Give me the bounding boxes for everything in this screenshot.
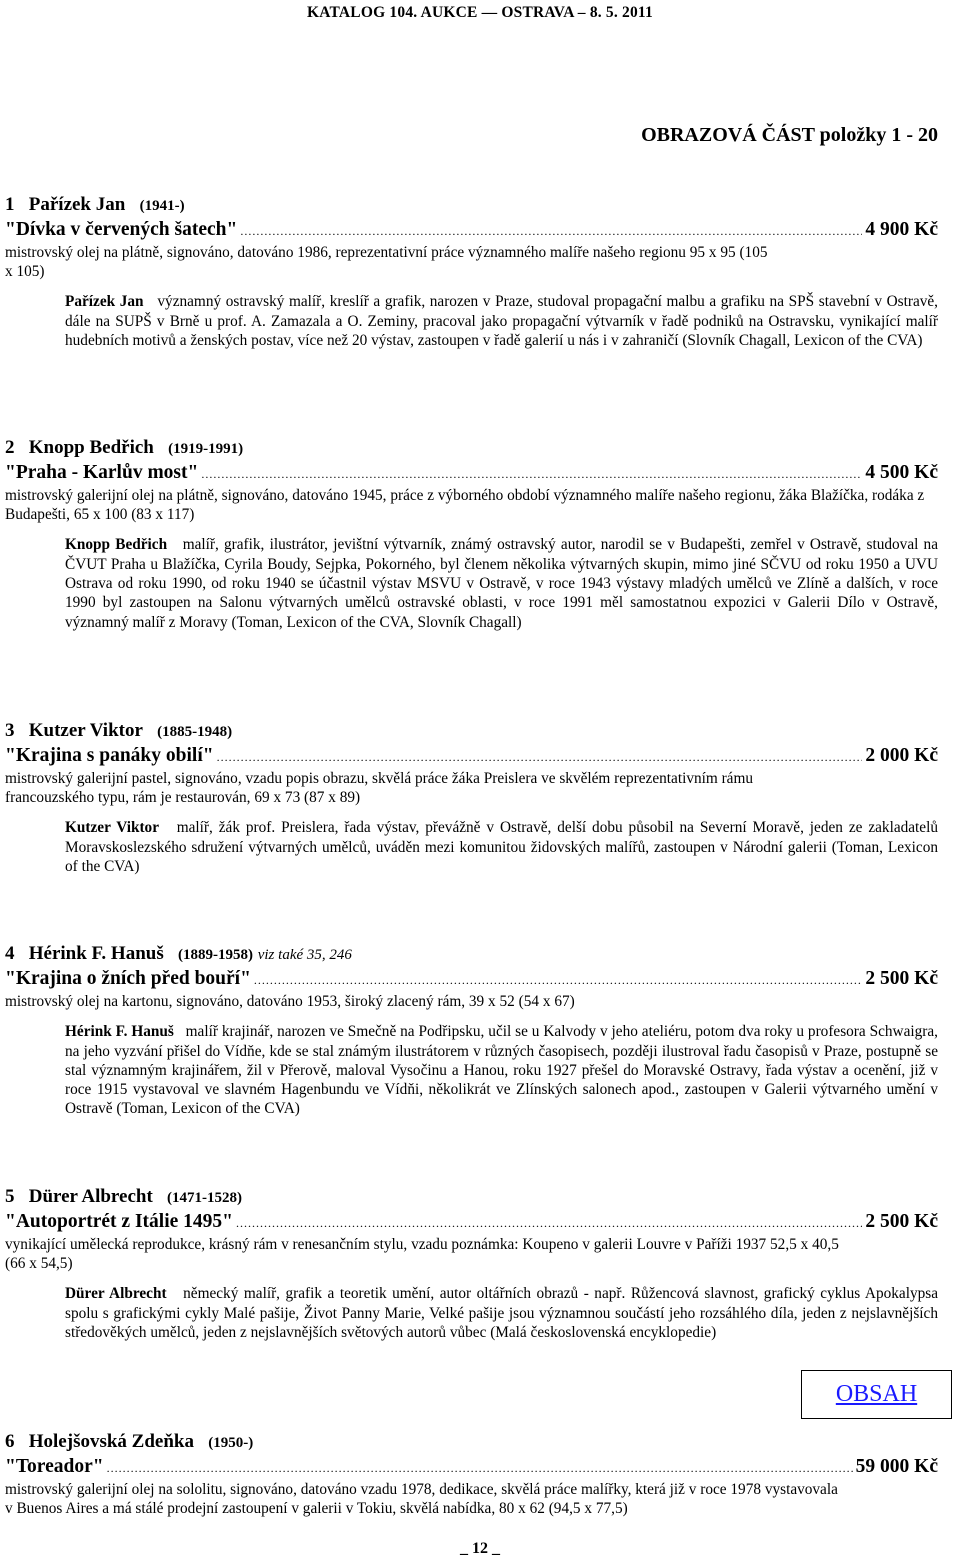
item-title-line — [5, 967, 938, 992]
artist-name: Dürer Albrecht — [28, 1186, 153, 1207]
artist-bio — [65, 818, 938, 876]
catalog-header: KATALOG 104. AUKCE — OSTRAVA – 8. 5. 2011 — [307, 4, 653, 21]
artist-dates: (1471-1528) — [167, 1190, 243, 1206]
item-heading — [5, 1430, 938, 1455]
artwork-title: "Praha - Karlův most" — [5, 462, 199, 483]
section-title: OBRAZOVÁ ČÁST položky 1 - 20 — [641, 124, 938, 146]
bio-name: Kutzer Viktor — [65, 819, 159, 837]
item-price: 2 500 Kč — [865, 1211, 938, 1232]
item-heading — [5, 942, 938, 967]
artist-bio — [65, 292, 938, 350]
artist-name: Hérink F. Hanuš — [28, 943, 164, 964]
catalog-item-3 — [5, 719, 938, 876]
artwork-title: "Autoportrét z Itálie 1495" — [5, 1211, 233, 1232]
leader-dots — [240, 219, 862, 243]
cross-reference-note: viz také 35, 246 — [257, 947, 352, 963]
item-heading — [5, 436, 938, 461]
artwork-title: "Toreador" — [5, 1456, 104, 1477]
artist-name: Holejšovská Zdeňka — [28, 1431, 194, 1452]
bio-name: Dürer Albrecht — [65, 1285, 167, 1303]
item-price: 2 000 Kč — [865, 745, 938, 766]
bio-text: německý malíř, grafik a teoretik umění, autor oltářních obrazů - např. Růžencová slavnost, grafický cyklus Apokalypsa spolu s grafickými cykly Malé pašije, Život Panny Marie, Velké pašije jsou významnou součástí jeho rozsáhlého díla, jeden z nejslavnějších středověkých umělců, jeden z nejslavnějších světových autorů vůbec (Malá československá encyklopedie) — [65, 1285, 938, 1341]
item-number: 5 — [5, 1186, 15, 1207]
bio-name: Pařízek Jan — [65, 293, 144, 311]
catalog-item-1 — [5, 193, 938, 350]
artist-name: Knopp Bedřich — [28, 437, 154, 458]
catalog-item-5 — [5, 1185, 938, 1342]
item-title-line — [5, 461, 938, 486]
bio-text: malíř, žák prof. Preislera, řada výstav, převážně v Ostravě, delší dobu působil na Severní Moravě, jeden ze zakladatelů Moravskoslezského sdružení výtvarných umělců, uváděn mezi komunitou židovských malířů, zastoupen v Národní galerii (Toman, Lexicon of the CVA) — [65, 819, 938, 875]
artist-dates: (1885-1948) — [157, 724, 233, 740]
bio-text: malíř, grafik, ilustrátor, jevištní výtvarník, známý ostravský autor, narodil se v Budapešti, zemřel v Ostravě, studoval na ČVUT Praha u Blažíčka, Cyrila Boudy, Sejpka, Pokorného, byl členem několika výtvarných skupin, mimo jiné SČVU od roku 1950 a UVU Ostrava od roku 1990, od roku 1940 se účastnil výstav MSVU v Ostravě, v roce 1943 výstavy mladých umělců ve Zlíně a dalších, v roce 1990 byl zastoupen na Salonu výtvarných umělců ostravské oblasti, v roce 1991 měl samostatnou expozici v Galerii Dílo v Ostravě, významný malíř z Moravy (Toman, Lexicon of the CVA, Slovník Chagall) — [65, 536, 938, 631]
artist-dates: (1941-) — [139, 198, 185, 214]
item-title-line — [5, 1455, 938, 1480]
artist-dates: (1889-1958) — [177, 947, 253, 963]
item-title-line — [5, 218, 938, 243]
catalog-item-6 — [5, 1430, 938, 1518]
artist-bio — [65, 535, 938, 631]
artist-bio — [65, 1022, 938, 1118]
leader-dots — [201, 462, 862, 486]
item-price: 59 000 Kč — [855, 1456, 938, 1477]
artist-name: Kutzer Viktor — [28, 720, 143, 741]
item-title-line — [5, 1210, 938, 1235]
item-description: mistrovský olej na plátně, signováno, datováno 1986, reprezentativní práce významného malíře našeho regionu 95 x 95 (105 x 105) — [5, 244, 768, 281]
item-heading — [5, 1185, 938, 1210]
leader-dots — [236, 1211, 862, 1235]
item-heading — [5, 193, 938, 218]
item-price: 2 500 Kč — [865, 968, 938, 989]
item-price: 4 900 Kč — [865, 219, 938, 240]
item-number: 3 — [5, 720, 15, 741]
catalog-item-2 — [5, 436, 938, 632]
artwork-title: "Dívka v červených šatech" — [5, 219, 238, 240]
bio-text: malíř krajinář, narozen ve Smečně na Podřipsku, učil se u Kalvody v jeho ateliéru, potom dva roky u profesora Schwaigra, na jeho vyzvání přišel do Vídňe, kde se stal známým ilustrátorem v různých časopisech, později ilustroval řadu časopisů v Praze, postupně se stal významným krajinářem, žil v Přerově, maloval Vysočinu a Hanou, roku 1927 přešel do Moravské Ostravy, řada výstav a ocenění, již v roce 1915 vystavoval ve slavném Hagenbundu ve Vídňi, několikrát ve Zlínských salonech apod., zastoupen v Galerii výtvarného umění v Ostravě (Toman, Lexicon of the CVA) — [65, 1023, 938, 1118]
item-number: 4 — [5, 943, 15, 964]
artwork-title: "Krajina o žních před bouří" — [5, 968, 251, 989]
artist-dates: (1950-) — [208, 1435, 254, 1451]
item-number: 2 — [5, 437, 15, 458]
page-number: _ 12 _ — [460, 1540, 500, 1557]
bio-name: Knopp Bedřich — [65, 536, 168, 554]
artist-bio — [65, 1284, 938, 1342]
obsah-link[interactable]: OBSAH — [801, 1370, 952, 1419]
item-description: mistrovský galerijní pastel, signováno, vzadu popis obrazu, skvělá práce žáka Preislera ve skvělém reprezentativním rámu francouzského typu, rám je restaurován, 69 x 73 (87 x 89) — [5, 770, 754, 807]
item-number: 1 — [5, 194, 15, 215]
leader-dots — [217, 745, 863, 769]
item-description: mistrovský olej na kartonu, signováno, datováno 1953, široký zlacený rám, 39 x 52 (54 x 67) — [5, 993, 575, 1010]
item-description: vynikající umělecká reprodukce, krásný rám v renesančním stylu, vzadu poznámka: Koupeno v galerii Louvre v Paříži 1937 52,5 x 40,5 (66 x 54,5) — [5, 1236, 839, 1273]
artist-dates: (1919-1991) — [168, 441, 244, 457]
artwork-title: "Krajina s panáky obilí" — [5, 745, 214, 766]
item-description: mistrovský galerijní olej na plátně, signováno, datováno 1945, práce z výborného období významného malíře našeho regionu, žáka Blažíčka, rodáka z Budapešti, 65 x 100 (83 x 117) — [5, 487, 925, 524]
leader-dots — [107, 1456, 853, 1480]
item-price: 4 500 Kč — [865, 462, 938, 483]
leader-dots — [254, 968, 863, 992]
item-title-line — [5, 744, 938, 769]
bio-text: významný ostravský malíř, kreslíř a grafik, narozen v Praze, studoval propagační malbu a grafiku na SPŠ stavební v Ostravě, dále na SUPŠ v Brně u prof. A. Zamazala a O. Zeminy, pracoval jako propagační výtvarník v řadě podniků na Ostravsku, vynikající malíř hudebních motivů a ženských postav, více než 20 výstav, zastoupen v řadě galerií u nás i v zahraničí (Slovník Chagall, Lexicon of the CVA) — [65, 293, 938, 349]
catalog-item-4 — [5, 942, 938, 1119]
item-description: mistrovský galerijní olej na sololitu, signováno, datováno vzadu 1978, dedikace, skvělá práce malířky, která již v roce 1978 vystavovala v Buenos Aires a má stálé prodejní zastoupení v galerii v Tokiu, skvělá nabídka, 80 x 62 (94,5 x 77,5) — [5, 1481, 838, 1518]
bio-name: Hérink F. Hanuš — [65, 1023, 174, 1041]
item-heading — [5, 719, 938, 744]
artist-name: Pařízek Jan — [28, 194, 126, 215]
item-number: 6 — [5, 1431, 15, 1452]
